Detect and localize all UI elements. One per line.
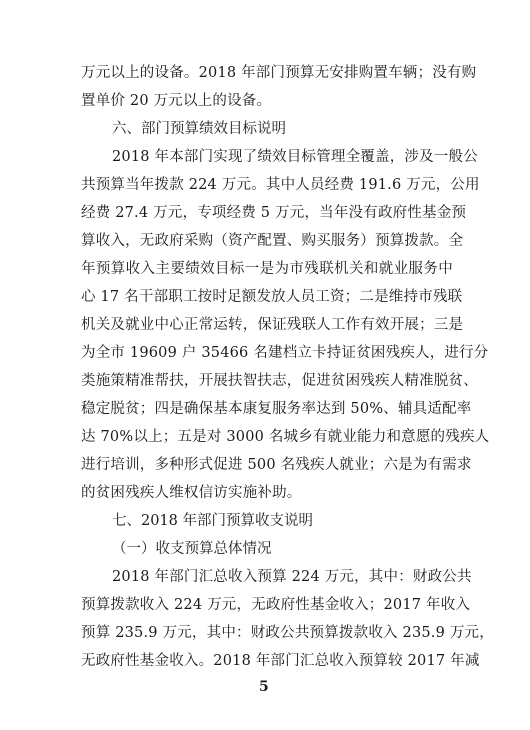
paragraph-line: 心 17 名干部职工按时足额发放人员工资；二是维持市残联: [81, 289, 463, 305]
section-heading-budget-explanation: 七、2018 年部门预算收支说明: [112, 513, 314, 529]
paragraph-line: 无政府性基金收入。2018 年部门汇总收入预算较 2017 年减: [81, 653, 480, 669]
paragraph-line: 稳定脱贫；四是确保基本康复服务率达到 50%、辅具适配率: [81, 401, 472, 417]
paragraph-line: 置单价 20 万元以上的设备。: [81, 93, 272, 109]
paragraph-line: 经费 27.4 万元，专项经费 5 万元，当年没有政府性基金预: [81, 205, 467, 221]
paragraph-line: 机关及就业中心正常运转，保证残联人工作有效开展；三是: [81, 317, 464, 333]
paragraph-line: 预算拨款收入 224 万元，无政府性基金收入；2017 年收入: [81, 597, 471, 613]
paragraph-line: 预算 235.9 万元，其中：财政公共预算拨款收入 235.9 万元，: [81, 625, 494, 641]
paragraph-line: 进行培训，多种形式促进 500 名残疾人就业；六是为有需求: [81, 457, 472, 473]
paragraph-line: 共预算当年拨款 224 万元。其中人员经费 191.6 万元，公用: [81, 177, 480, 193]
page-number: 5: [259, 679, 269, 695]
paragraph-line: 为全市 19609 户 35466 名建档立卡持证贫困残疾人，进行分: [81, 345, 489, 361]
paragraph-line: 算收入，无政府采购（资产配置、购买服务）预算拨款。全: [81, 233, 464, 249]
paragraph-line: 万元以上的设备。2018 年部门预算无安排购置车辆；没有购: [81, 65, 477, 81]
paragraph-line: 2018 年部门汇总收入预算 224 万元，其中：财政公共: [112, 569, 472, 585]
paragraph-line: 达 70%以上；五是对 3000 名城乡有就业能力和意愿的残疾人: [81, 429, 490, 445]
paragraph-line: 的贫困残疾人维权信访实施补助。: [81, 485, 302, 501]
paragraph-line: 年预算收入主要绩效目标一是为市残联机关和就业服务中: [81, 261, 453, 277]
paragraph-line: 类施策精准帮扶，开展扶智扶志，促进贫困残疾人精准脱贫、: [81, 373, 478, 389]
paragraph-line: 2018 年本部门实现了绩效目标管理全覆盖，涉及一般公: [112, 149, 478, 165]
section-heading-performance-goals: 六、部门预算绩效目标说明: [112, 121, 286, 137]
subsection-heading-overall: （一）收支预算总体情况: [112, 541, 272, 557]
